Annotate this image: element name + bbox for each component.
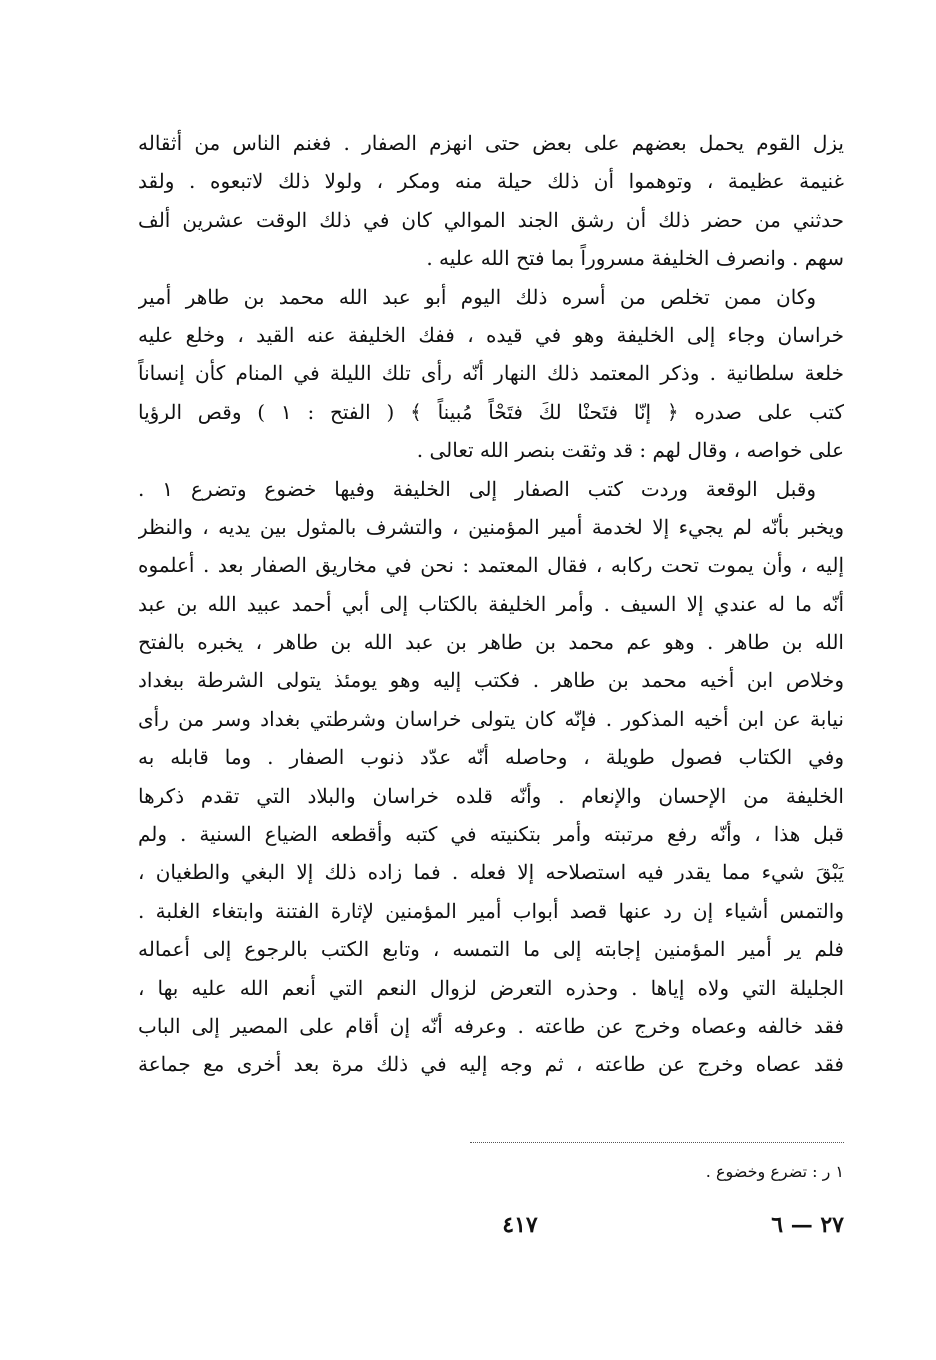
text-line: وكان ممن تخلص من أسره ذلك اليوم أبو عبد الله محمد بن طاهر أمير xyxy=(138,284,816,309)
footnote: ١ ر : تضرع وخضوع . xyxy=(705,1162,844,1181)
text-line: الجليلة التي ولاه إياها . وحذره التعرض لزوال النعم التي أنعم الله عليه بها ، xyxy=(138,975,844,1000)
text-line: غنيمة عظيمة ، وتوهموا أن ذلك حيلة منه ومكر ، ولولا ذلك لاتبعوه . ولقد xyxy=(138,169,844,194)
text-line: سهم . وانصرف الخليفة مسروراً بما فتح الله عليه . xyxy=(426,246,844,271)
text-line: وخلاص ابن أخيه محمد بن طاهر . فكتب إليه وهو يومئذ يتولى الشرطة ببغداد xyxy=(138,668,844,693)
text-line: على خواصه ، وقال لهم : قد وثقت بنصر الله تعالى . xyxy=(416,438,844,463)
text-line: الله بن طاهر . وهو عم محمد بن طاهر بن عبد الله بن طاهر ، يخبره بالفتح xyxy=(138,630,844,655)
text-line: فلم ير أمير المؤمنين إجابته إلى ما التمسه ، وتابع الكتب بالرجوع إلى أعماله xyxy=(138,937,844,962)
footnote-divider xyxy=(470,1142,844,1143)
text-line: أنّه ما له عندي إلا السيف . وأمر الخليفة بالكتاب إلى أبي أحمد عبيد الله بن عبد xyxy=(138,591,844,616)
page-number: ٤١٧ xyxy=(502,1212,538,1238)
text-line: وفي الكتاب فصول طويلة ، وحاصله أنّه عدّد ذنوب الصفار . وما قابله به xyxy=(138,745,844,770)
text-line: يزل القوم يحمل بعضهم على بعض حتى انهزم الصفار . فغنم الناس من أثقاله xyxy=(138,131,844,155)
text-line: خلعة سلطانية . وذكر المعتمد ذلك النهار أنّه رأى تلك الليلة في المنام كأن إنساناً xyxy=(138,361,844,386)
text-line: فقد عصاه وخرج عن طاعته ، ثم وجه إليه في ذلك مرة بعد أخرى مع جماعة xyxy=(138,1052,844,1077)
text-line: نيابة عن ابن أخيه المذكور . فإنّه كان يتولى خراسان وشرطتي بغداد وسر من رأى xyxy=(138,706,844,731)
text-line: فقد خالفه وعصاه وخرج عن طاعته . وعرفه أنّه إن أقام على المصير إلى الباب xyxy=(138,1013,844,1038)
text-line: يَبْقَ شيء مما يقدر فيه استصلاحه إلا فعله . فما زاده ذلك إلا البغي والطغيان ، xyxy=(138,860,844,885)
text-line: قبل هذا ، وأنّه رفع مرتبته وأمر بتكنيته في كتبه وأقطعه الضياع السنية . ولم xyxy=(138,822,844,847)
text-line: وقبل الوقعة وردت كتب الصفار إلى الخليفة وفيها خضوع وتضرع ١ . xyxy=(138,476,817,501)
printer-signature: ٢٧ — ٦ xyxy=(771,1212,844,1238)
text-line: الخليفة من الإحسان والإنعام . وأنّه قلده خراسان والبلاد التي تقدم ذكرها xyxy=(138,783,844,808)
text-line: والتمس أشياء إن رد عنها قصد أبواب أمير المؤمنين لإثارة الفتنة وابتغاء الغلبة . xyxy=(138,898,844,923)
body-text xyxy=(138,124,844,1084)
text-line: كتب على صدره ﴿ إنّا فتَحنْا لكَ فتَحْاً مُبيناً ﴾ ( الفتح : ١ ) وقص الرؤيا xyxy=(138,399,844,424)
text-line: ويخبر بأنّه لم يجيء إلا لخدمة أمير المؤمنين ، والتشرف بالمثول بين يديه ، والنظر xyxy=(138,514,844,539)
text-line: خراسان وجاء إلى الخليفة وهو في قيده ، ففك الخليفة عنه القيد ، وخلع عليه xyxy=(138,322,844,347)
text-line: إليه ، وأن يموت تحت ركابه ، فقال المعتمد : نحن في مخاريق الصفار بعد . أعلموه xyxy=(138,553,844,578)
text-line: حدثني من حضر ذلك أن رشق الجند الموالي كان في ذلك الوقت عشرين ألف xyxy=(138,207,844,232)
